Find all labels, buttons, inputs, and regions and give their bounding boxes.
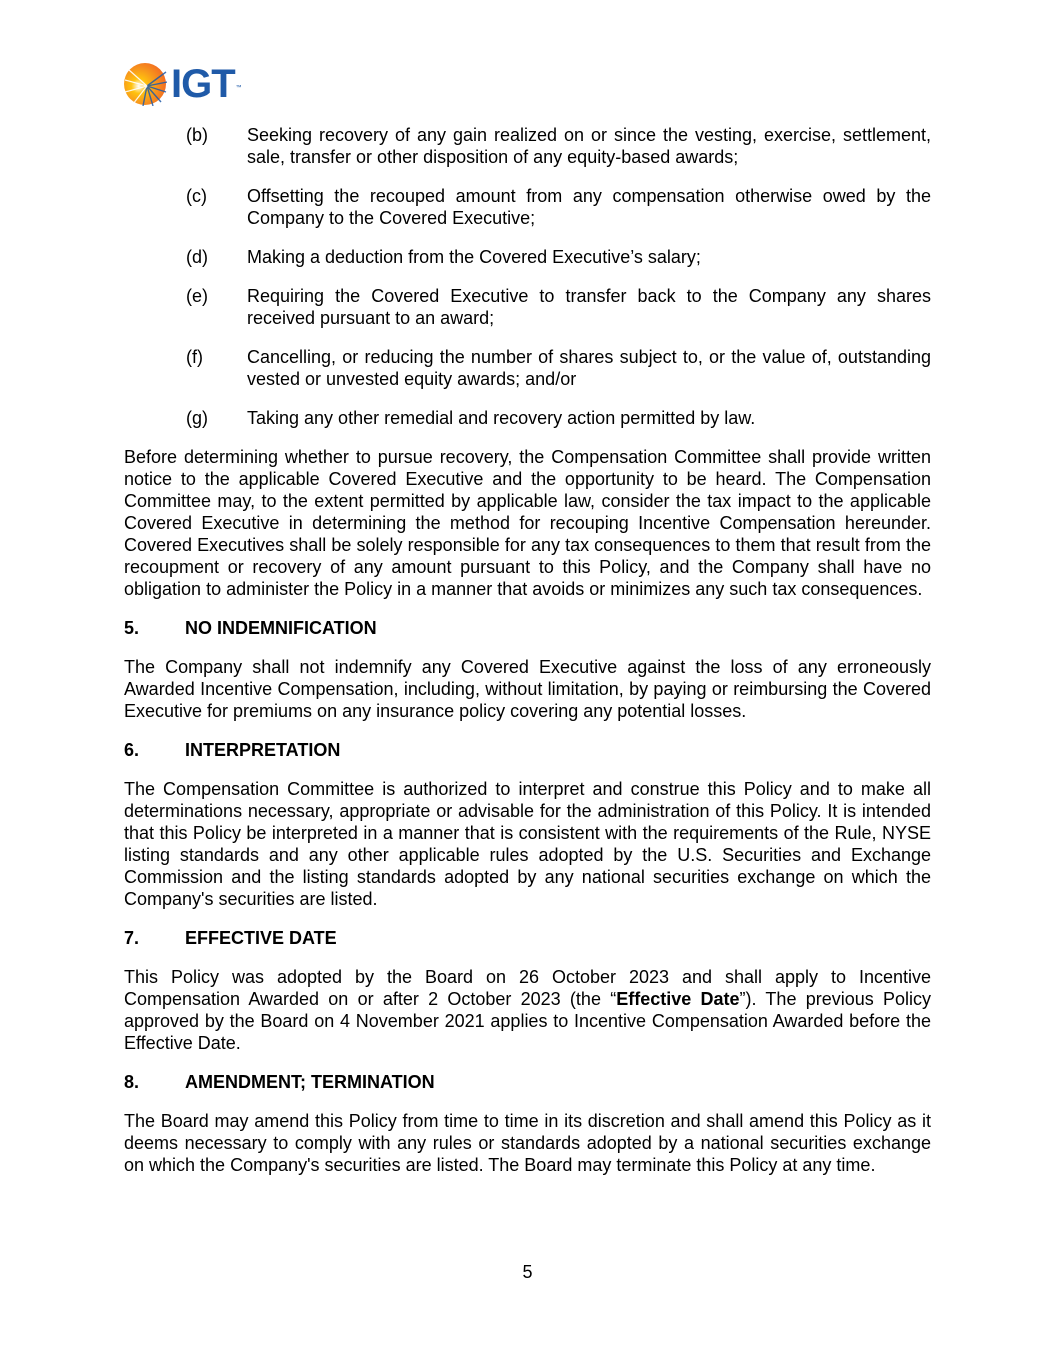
- list-marker: (b): [186, 125, 208, 145]
- section-heading-8: [124, 1071, 931, 1093]
- section-5-body: The Company shall not indemnify any Covered Executive against the loss of any erroneously Awarded Incentive Compensation, including, without limitation, by paying or reimbursing the Covered Executive for premiums on any insurance policy covering any potential losses.: [124, 657, 931, 721]
- list-item-g: [124, 407, 931, 429]
- section-title: AMENDMENT; TERMINATION: [185, 1072, 435, 1092]
- list-item-d: [124, 246, 931, 268]
- igt-logo: [123, 61, 242, 107]
- section-7-body: [124, 966, 931, 1054]
- logo-wordmark: IGT: [171, 62, 235, 106]
- section-number: 6.: [124, 740, 140, 760]
- list-marker: (c): [186, 186, 207, 206]
- document-body: [124, 124, 931, 1193]
- section-7-text-before: This Policy was adopted by the Board on 26 October 2023 and shall apply to Incentive Compensation Awarded on or after 2 October 2023 (the “: [124, 967, 931, 1009]
- section-heading-5: [124, 617, 931, 639]
- section-heading-6: [124, 739, 931, 761]
- list-text: Seeking recovery of any gain realized on or since the vesting, exercise, settlement, sale, transfer or other disposition of any equity-based awards;: [247, 125, 931, 167]
- section-title: NO INDEMNIFICATION: [185, 618, 377, 638]
- section-8-body: The Board may amend this Policy from time to time in its discretion and shall amend this Policy as it deems necessary to comply with any rules or standards adopted by a national securities exchange on which the Company's securities are listed. The Board may terminate this Policy at any time.: [124, 1111, 931, 1175]
- list-marker: (f): [186, 347, 203, 367]
- igt-sun-icon: [123, 62, 167, 106]
- list-marker: (e): [186, 286, 208, 306]
- section-title: INTERPRETATION: [185, 740, 341, 760]
- list-marker: (g): [186, 408, 208, 428]
- list-item-e: [124, 285, 931, 329]
- list-text: Making a deduction from the Covered Executive’s salary;: [247, 247, 701, 267]
- section-number: 8.: [124, 1072, 140, 1092]
- list-item-b: [124, 124, 931, 168]
- list-text: Taking any other remedial and recovery action permitted by law.: [247, 408, 756, 428]
- logo-trademark: ™: [235, 85, 242, 91]
- section-heading-7: [124, 927, 931, 949]
- recovery-paragraph: Before determining whether to pursue recovery, the Compensation Committee shall provide written notice to the applicable Covered Executive and the opportunity to be heard. The Compensation Committee may, to the extent permitted by applicable law, consider the tax impact to the applicable Covered Executive in determining the method for recouping Incentive Compensation hereunder. Covered Executives shall be solely responsible for any tax consequences to them that result from the recoupment or recovery of any amount pursuant to this Policy, and the Company shall have no obligation to administer the Policy in a manner that avoids or minimizes any such tax consequences.: [124, 447, 931, 599]
- list-item-c: [124, 185, 931, 229]
- page-number: 5: [522, 1262, 533, 1282]
- section-7-text-after: ”). The previous Policy approved by the Board on 4 November 2021 applies to Incentive Compensation Awarded before the Effective Date.: [124, 989, 932, 1053]
- list-text: Offsetting the recouped amount from any compensation otherwise owed by the Company to the Covered Executive;: [247, 186, 931, 228]
- section-number: 5.: [124, 618, 140, 638]
- section-title: EFFECTIVE DATE: [185, 928, 337, 948]
- list-text: Requiring the Covered Executive to transfer back to the Company any shares received pursuant to an award;: [247, 286, 931, 328]
- section-6-body: The Compensation Committee is authorized to interpret and construe this Policy and to make all determinations necessary, appropriate or advisable for the administration of this Policy. It is intended that this Policy be interpreted in a manner that is consistent with the requirements of the Rule, NYSE listing standards and any other applicable rules adopted by the U.S. Securities and Exchange Commission and the listing standards adopted by any national securities exchange on which the Company's securities are listed.: [124, 779, 931, 909]
- list-item-f: [124, 346, 931, 390]
- effective-date-term: Effective Date: [616, 989, 740, 1009]
- list-marker: (d): [186, 247, 208, 267]
- list-text: Cancelling, or reducing the number of shares subject to, or the value of, outstanding vested or unvested equity awards; and/or: [247, 347, 931, 389]
- section-number: 7.: [124, 928, 140, 948]
